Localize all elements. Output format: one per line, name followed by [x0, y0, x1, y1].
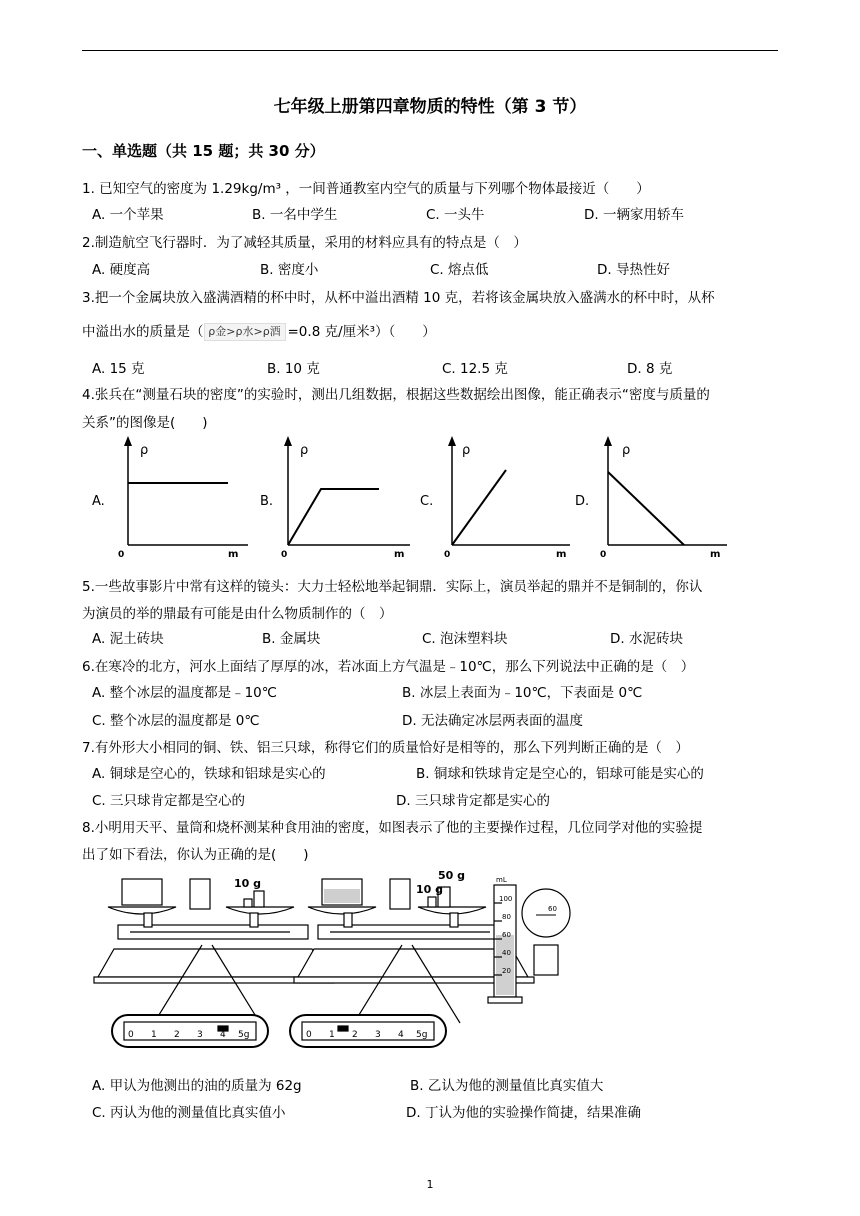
q4-option-b: B.	[260, 494, 274, 509]
svg-text:3: 3	[375, 1030, 381, 1040]
graph-a-x-label: m	[228, 549, 239, 560]
question-3-line2	[82, 320, 436, 341]
q7-option-a: A. 铜球是空心的，铁球和铝球是实心的	[92, 766, 326, 782]
header-rule	[82, 50, 778, 51]
question-2: 2.制造航空飞行器时．为了减轻其质量，采用的材料应具有的特点是（ ）	[82, 235, 527, 251]
q5-option-c: C. 泡沫塑料块	[422, 631, 508, 647]
svg-text:0: 0	[128, 1030, 134, 1040]
density-formula-image: ρ金>ρ水>ρ酒	[204, 323, 286, 341]
svg-text:40: 40	[502, 949, 511, 957]
section-heading: 一、单选题（共 15 题；共 30 分）	[82, 142, 325, 160]
q3-option-c: C. 12.5 克	[442, 361, 508, 377]
graph-a	[118, 436, 248, 560]
q8-option-a: A. 甲认为他测出的油的质量为 62g	[92, 1078, 302, 1094]
q3-option-b: B. 10 克	[267, 361, 320, 377]
question-1: 1. 已知空气的密度为 1.29kg/m³ ，一间普通教室内空气的质量与下列哪个物体最接近（ ）	[82, 181, 650, 197]
q1-option-d: D. 一辆家用轿车	[584, 207, 684, 223]
q7-option-d: D. 三只球肯定都是实心的	[396, 793, 550, 809]
graph-c-y-label: ρ	[462, 443, 471, 458]
question-4-line1: 4.张兵在“测量石块的密度”的实验时，测出几组数据，根据这些数据绘出图像，能正确表示“密度与质量的	[82, 387, 710, 403]
q2-option-c: C. 熔点低	[430, 262, 489, 278]
graph-c-origin: 0	[444, 550, 451, 560]
graph-a-y-label: ρ	[140, 443, 149, 458]
question-4-line2: 关系”的图像是( )	[82, 415, 208, 431]
svg-text:3: 3	[197, 1030, 203, 1040]
q5-option-a: A. 泥土砖块	[92, 631, 164, 647]
q3-text-b: =0.8 克/厘米³）（ ）	[287, 324, 436, 340]
svg-text:20: 20	[502, 967, 511, 975]
cylinder-zoom-reading: 60	[548, 905, 557, 913]
svg-text:4: 4	[398, 1030, 404, 1040]
graph-c-x-label: m	[556, 549, 567, 560]
q1-option-b: B. 一名中学生	[252, 207, 338, 223]
svg-text:5g: 5g	[238, 1030, 250, 1040]
q8-experiment-figure	[90, 865, 610, 1065]
q3-text-a: 中溢出水的质量是（	[82, 324, 204, 340]
svg-text:1: 1	[329, 1030, 335, 1040]
question-7: 7.有外形大小相同的铜、铁、铝三只球，称得它们的质量恰好是相等的，那么下列判断正确的是（ ）	[82, 740, 689, 756]
question-5-line2: 为演员的举的鼎最有可能是由什么物质制作的（ ）	[82, 606, 393, 622]
weight-2-label: 10 g	[416, 883, 444, 896]
weight-1-label: 10 g	[234, 877, 262, 890]
svg-text:60: 60	[502, 931, 511, 939]
q4-option-a: A.	[92, 494, 105, 509]
graph-d-x-label: m	[710, 549, 721, 560]
cylinder-unit-label: mL	[496, 876, 507, 884]
graph-a-origin: 0	[118, 550, 125, 560]
graph-b-x-label: m	[394, 549, 405, 560]
graph-b	[281, 436, 410, 560]
graph-d	[600, 436, 727, 560]
svg-text:80: 80	[502, 913, 511, 921]
graph-b-origin: 0	[281, 550, 288, 560]
q5-option-d: D. 水泥砖块	[610, 631, 683, 647]
q6-option-c: C. 整个冰层的温度都是 0℃	[92, 713, 260, 729]
q6-option-b: B. 冰层上表面为﹣10℃，下表面是 0℃	[402, 685, 643, 701]
question-5-line1: 5.一些故事影片中常有这样的镜头：大力士轻松地举起铜鼎．实际上，演员举起的鼎并不是铜制的，你认	[82, 579, 703, 595]
q1-option-a: A. 一个苹果	[92, 207, 164, 223]
svg-text:2: 2	[352, 1030, 358, 1040]
q4-option-d: D.	[575, 494, 590, 509]
svg-text:4: 4	[220, 1030, 226, 1040]
svg-text:5g: 5g	[416, 1030, 428, 1040]
question-8-line2: 出了如下看法，你认为正确的是( )	[82, 847, 309, 863]
q8-option-b: B. 乙认为他的测量值比真实值大	[410, 1078, 604, 1094]
q1-option-c: C. 一头牛	[426, 207, 485, 223]
q7-option-c: C. 三只球肯定都是空心的	[92, 793, 246, 809]
q4-graphs	[0, 430, 860, 565]
page-number: 1	[426, 1178, 434, 1191]
svg-text:2: 2	[174, 1030, 180, 1040]
weight-3-label: 50 g	[438, 869, 466, 882]
q8-option-c: C. 丙认为他的测量值比真实值小	[92, 1105, 286, 1121]
q2-option-d: D. 导热性好	[597, 262, 670, 278]
graph-d-origin: 0	[600, 550, 607, 560]
q7-option-b: B. 铜球和铁球肯定是空心的，铝球可能是实心的	[416, 766, 704, 782]
q3-option-d: D. 8 克	[627, 361, 673, 377]
q6-option-a: A. 整个冰层的温度都是﹣10℃	[92, 685, 277, 701]
svg-text:100: 100	[499, 895, 513, 903]
q5-option-b: B. 金属块	[262, 631, 321, 647]
page-title: 七年级上册第四章物质的特性（第 3 节）	[273, 97, 587, 117]
q8-option-d: D. 丁认为他的实验操作简捷，结果准确	[406, 1105, 641, 1121]
svg-text:0: 0	[306, 1030, 312, 1040]
question-8-line1: 8.小明用天平、量筒和烧杯测某种食用油的密度，如图表示了他的主要操作过程，几位同学对他的实验提	[82, 820, 703, 836]
question-6: 6.在寒冷的北方，河水上面结了厚厚的冰，若冰面上方气温是﹣10℃，那么下列说法中正确的是（ ）	[82, 659, 695, 675]
q2-option-b: B. 密度小	[260, 262, 319, 278]
graph-d-y-label: ρ	[622, 443, 631, 458]
q3-option-a: A. 15 克	[92, 361, 145, 377]
question-3-line1: 3.把一个金属块放入盛满酒精的杯中时，从杯中溢出酒精 10 克，若将该金属块放入盛满水的杯中时，从杯	[82, 290, 715, 306]
q6-option-d: D. 无法确定冰层两表面的温度	[402, 713, 583, 729]
svg-text:1: 1	[151, 1030, 157, 1040]
q4-option-c: C.	[420, 494, 434, 509]
graph-b-y-label: ρ	[300, 443, 309, 458]
q2-option-a: A. 硬度高	[92, 262, 151, 278]
graph-c	[444, 436, 570, 560]
